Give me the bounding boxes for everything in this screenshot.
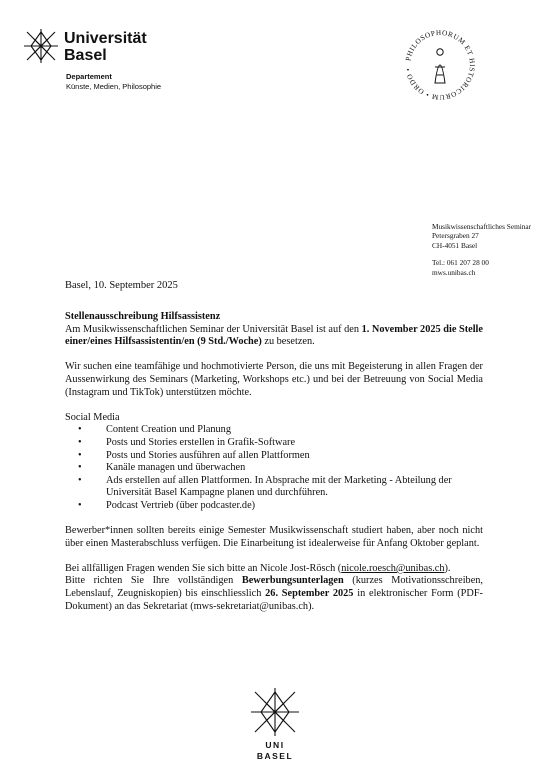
- apply-text-mid: (kurzes Motivationsschreiben, Lebenslauf, Zeugniskopien) bis einschliesslich: [65, 575, 483, 600]
- contact-email-link[interactable]: nicole.roesch@unibas.ch: [341, 562, 445, 574]
- letter-body: [65, 311, 483, 613]
- apply-text-end: in elektronischer Form (PDF-Dokument) an das Sekretariat (mws-sekretariat@unibas.ch).: [65, 588, 483, 612]
- city: CH-4051 Basel: [432, 240, 478, 250]
- description-paragraph: Wir suchen eine teamfähige und hochmotivierte Person, die uns mit Begeisterung in allen Fragen der Aussenwirkung des Seminars (Marketing, Workshops etc.) und bei der Betreuung von Social Media (Instagram und TikTok) unterstützen möchte.: [65, 361, 483, 398]
- street: Petersgraben 27: [432, 231, 479, 241]
- faculty-seal-icon: [400, 25, 480, 105]
- application-paragraph: [65, 575, 483, 613]
- department-block: [66, 72, 161, 91]
- contact-text-end: ).: [444, 562, 451, 574]
- seal-text: PHILOSOPHORUM ET HISTORICORUM • ORDO •: [404, 28, 477, 102]
- apply-deadline: 26. September 2025: [265, 588, 354, 600]
- requirements-paragraph: Bewerber*innen sollten bereits einige Semester Musikwissenschaft studiert haben, aber noch nicht über einen Masterabschluss verfügen. Die Einarbeitung ist idealerweise für Anfang Oktober geplant.: [65, 525, 483, 549]
- intro-text: Am Musikwissenschaftlichen Seminar der Universität Basel ist auf den: [65, 323, 362, 335]
- university-name: [64, 30, 147, 64]
- intro-highlight: 1. November 2025 die Stelle einer/eines Hilfsassistentin/en (9 Std./Woche): [65, 323, 483, 348]
- contact-text: Bei allfälligen Fragen wenden Sie sich bitte an Nicole Jost-Rösch (: [65, 562, 342, 574]
- footer-logo-line1: UNI: [265, 740, 285, 750]
- letter-title: Stellenausschreibung Hilfsassistenz: [65, 311, 221, 322]
- letter-date: Basel, 10. September 2025: [65, 280, 178, 291]
- intro-paragraph: [65, 324, 483, 349]
- university-name-line2: Basel: [64, 47, 107, 64]
- list-item: • Posts und Stories erstellen in Grafik-Software: [65, 437, 483, 450]
- phone: Tel.: 061 207 28 00: [432, 258, 489, 268]
- website: mws.unibas.ch: [432, 267, 476, 277]
- list-heading: Social Media: [65, 411, 120, 423]
- intro-text-end: zu besetzen.: [261, 336, 315, 348]
- task-list: [65, 424, 483, 512]
- uni-basel-footer-logo-icon: [248, 688, 302, 762]
- list-item: • Kanäle managen und überwachen: [65, 462, 483, 475]
- address-block: [432, 222, 531, 277]
- list-item: • Podcast Vertrieb (über podcaster.de): [65, 500, 483, 513]
- university-logo-icon: [24, 29, 58, 63]
- contact-paragraph: [65, 563, 483, 576]
- department-label: Departement: [66, 72, 112, 81]
- list-item: • Posts und Stories ausführen auf allen Plattformen: [65, 450, 483, 463]
- list-item: • Content Creation und Planung: [65, 424, 483, 437]
- apply-documents: Bewerbungsunterlagen: [241, 575, 344, 587]
- seminar-name: Musikwissenschaftliches Seminar: [432, 222, 532, 231]
- department-name: Künste, Medien, Philosophie: [66, 81, 162, 91]
- apply-text: Bitte richten Sie Ihre vollständigen: [65, 575, 242, 587]
- footer-logo-line2: BASEL: [256, 751, 294, 761]
- list-item: • Ads erstellen auf allen Plattformen. In Absprache mit der Marketing - Abteilung der Universität Basel Kampagne planen und durchführen.: [65, 475, 483, 500]
- university-name-line1: Universität: [64, 30, 147, 47]
